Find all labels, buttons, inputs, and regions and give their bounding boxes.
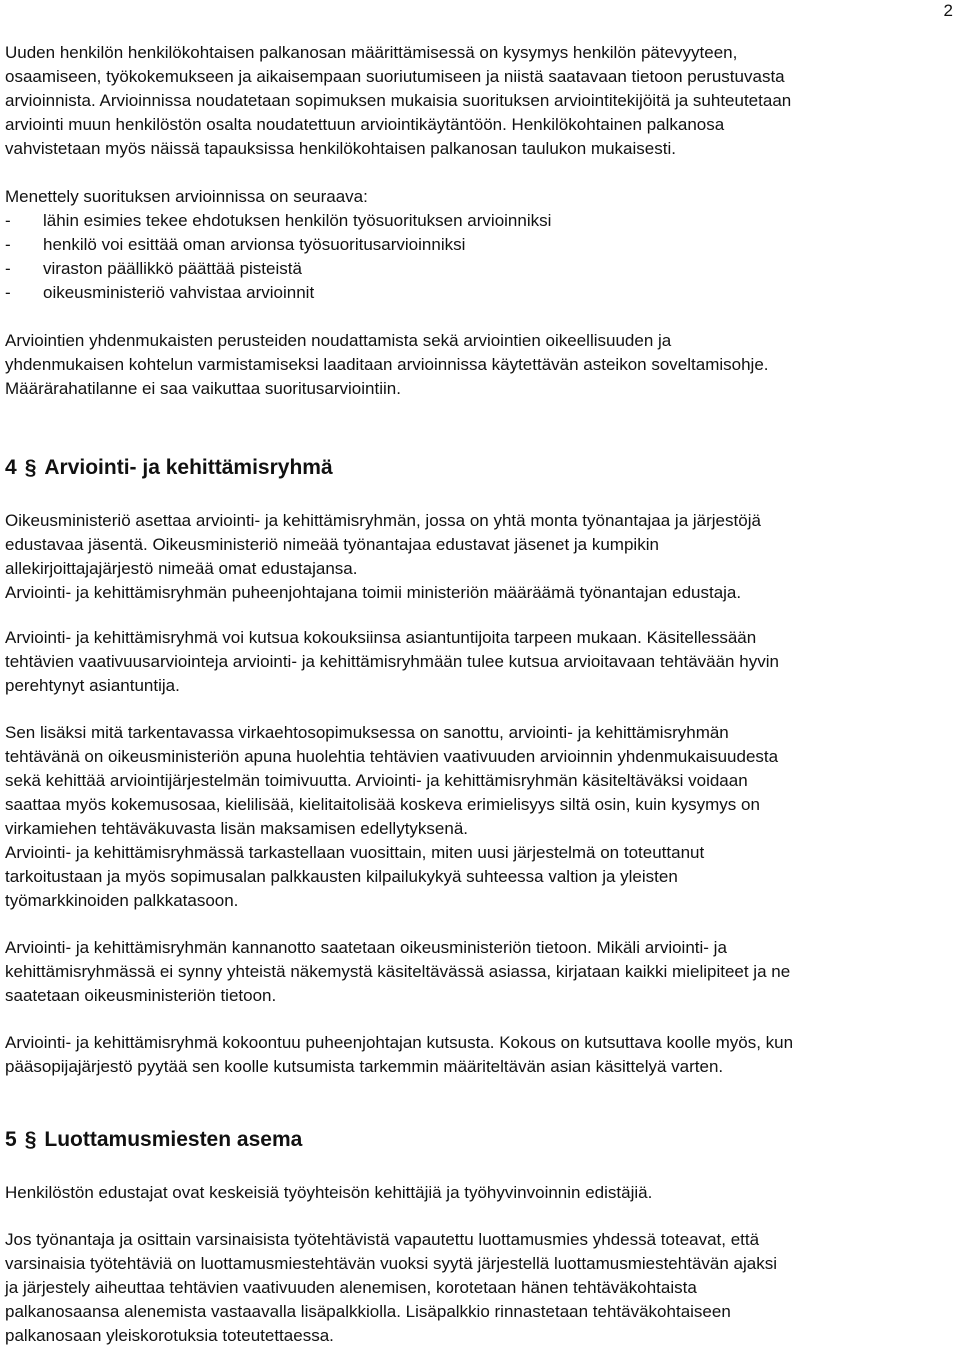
text-line: Arviointi- ja kehittämisryhmässä tarkastellaan vuosittain, miten uusi järjestelmä on toteuttanut — [5, 843, 705, 862]
list-item-text: henkilö voi esittää oman arvionsa työsuoritusarvioinniksi — [43, 235, 466, 254]
section-4-paragraph — [5, 936, 960, 1008]
list-bullet: - — [5, 283, 11, 302]
list-bullet: - — [5, 235, 11, 254]
section-symbol: § — [24, 456, 37, 479]
list-item — [5, 257, 960, 281]
text-line: palkanosaan yleiskorotuksia toteutettaessa. — [5, 1326, 334, 1345]
text-line: Uuden henkilön henkilökohtaisen palkanosan määrittämisessä on kysymys henkilön pätevyyteen, — [5, 43, 738, 62]
section-title: Luottamusmiesten asema — [44, 1128, 303, 1151]
list-item — [5, 209, 960, 233]
text-line: palkanosaansa alenemista vastaavalla lisäpalkkiolla. Lisäpalkkio rinnastetaan tehtäväkohtaiseen — [5, 1302, 731, 1321]
text-line: perehtynyt asiantuntija. — [5, 676, 180, 695]
page-number: 2 — [943, 1, 953, 20]
text-line: Sen lisäksi mitä tarkentavassa virkaehtosopimuksessa on sanottu, arviointi- ja kehittämisryhmän — [5, 723, 729, 742]
uniformity-paragraph — [5, 329, 960, 401]
text-line: yhdenmukaisen kohtelun varmistamiseksi laaditaan arvioinnissa käytettävän asteikon soveltamisohje. — [5, 355, 769, 374]
list-bullet: - — [5, 259, 11, 278]
text-line: kehittämisryhmässä ei synny yhteistä näkemystä käsiteltävässä asiassa, kirjataan kaikki mielipiteet ja ne — [5, 962, 791, 981]
section-4-paragraph — [5, 1031, 960, 1079]
procedure-block — [5, 185, 960, 305]
text-line: Arviointi- ja kehittämisryhmä voi kutsua kokouksiinsa asiantuntijoita tarpeen mukaan. Käsitellessään — [5, 628, 757, 647]
text-line: Arviointi- ja kehittämisryhmän kannanotto saatetaan oikeusministeriön tietoon. Mikäli arviointi- ja — [5, 938, 727, 957]
text-line: edustavaa jäsentä. Oikeusministeriö nimeää työnantajaa edustavat jäsenet ja kumpikin — [5, 535, 659, 554]
text-line: varsinaisia työtehtäviä on luottamusmiestehtävän vuoksi syytä järjestellä luottamusmiestehtävän ajaksi — [5, 1254, 777, 1273]
text-line: Arviointi- ja kehittämisryhmän puheenjohtajana toimii ministeriön määräämä työnantajan edustaja. — [5, 583, 742, 602]
section-number: 5 — [5, 1128, 17, 1151]
text-line: arviointi muun henkilöstön osalta noudatettuun arviointikäytäntöön. Henkilökohtainen palkanosa — [5, 115, 725, 134]
text-line: työmarkkinoiden palkkatasoon. — [5, 891, 239, 910]
section-title: Arviointi- ja kehittämisryhmä — [44, 456, 333, 479]
list-item-text: lähin esimies tekee ehdotuksen henkilön työsuorituksen arvioinniksi — [43, 211, 552, 230]
text-line: vahvistetaan myös näissä tapauksissa henkilökohtaisen palkanosan taulukon mukaisesti. — [5, 139, 676, 158]
list-bullet: - — [5, 211, 11, 230]
text-line: osaamiseen, työkokemukseen ja aikaisempaan suoriutumiseen ja niistä saatavaan tietoon perustuvasta — [5, 67, 785, 86]
list-item — [5, 233, 960, 257]
section-5-paragraph — [5, 1181, 960, 1205]
section-number: 4 — [5, 456, 17, 479]
intro-paragraph — [5, 41, 960, 161]
text-line: sekä kehittää arviointijärjestelmän toimivuutta. Arviointi- ja kehittämisryhmän käsiteltäväksi voidaan — [5, 771, 748, 790]
list-item — [5, 281, 960, 305]
section-symbol: § — [24, 1128, 37, 1151]
list-item-text: oikeusministeriö vahvistaa arvioinnit — [43, 283, 315, 302]
text-line: Oikeusministeriö asettaa arviointi- ja kehittämisryhmän, jossa on yhtä monta työnantajaa ja järjestöjä — [5, 511, 761, 530]
section-4-paragraph — [5, 626, 960, 698]
section-5-paragraph — [5, 1228, 960, 1348]
text-line: virkamiehen tehtäväkuvasta lisän maksamisen edellytyksenä. — [5, 819, 469, 838]
text-line: Henkilöstön edustajat ovat keskeisiä työyhteisön kehittäjiä ja työhyvinvoinnin edistäjiä. — [5, 1183, 653, 1202]
procedure-intro: Menettely suorituksen arvioinnissa on seuraava: — [5, 187, 368, 206]
list-item-text: viraston päällikkö päättää pisteistä — [43, 259, 302, 278]
text-line: ja järjestely aiheuttaa tehtävien vaativuuden alenemisen, korotetaan hänen tehtäväkohtaista — [5, 1278, 697, 1297]
text-line: tehtävien vaativuusarviointeja arviointi- ja kehittämisryhmään tulee kutsua arvioitavaan tehtävään hyvin — [5, 652, 779, 671]
text-line: Arviointi- ja kehittämisryhmä kokoontuu puheenjohtajan kutsusta. Kokous on kutsuttava koolle myös, kun — [5, 1033, 794, 1052]
text-line: arvioinnista. Arvioinnissa noudatetaan sopimuksen mukaisia suorituksen arviointitekijöitä ja suhteutetaan — [5, 91, 792, 110]
text-line: tarkoitustaan ja myös sopimusalan palkkausten kilpailukykyä suhteessa valtion ja yleisten — [5, 867, 678, 886]
section-4-paragraph — [5, 509, 960, 605]
text-line: Arviointien yhdenmukaisten perusteiden noudattamista sekä arviointien oikeellisuuden ja — [5, 331, 672, 350]
section-5-heading — [5, 1127, 302, 1153]
text-line: saatetaan oikeusministeriön tietoon. — [5, 986, 277, 1005]
section-4-paragraph — [5, 721, 960, 913]
text-line: Määrärahatilanne ei saa vaikuttaa suoritusarviointiin. — [5, 379, 401, 398]
text-line: allekirjoittajajärjestö nimeää omat edustajansa. — [5, 559, 358, 578]
section-4-heading — [5, 455, 333, 481]
text-line: tehtävänä on oikeusministeriön apuna huolehtia tehtävien vaativuuden arvioinnin yhdenmukaisuudesta — [5, 747, 779, 766]
text-line: Jos työnantaja ja osittain varsinaisista työtehtävistä vapautettu luottamusmies yhdessä toteavat, että — [5, 1230, 760, 1249]
text-line: pääsopijajärjestö pyytää sen koolle kutsumista tarkemmin määriteltävän asian käsittelyä varten. — [5, 1057, 724, 1076]
text-line: saattaa myös kokemusosaa, kielilisää, kielitaitolisää koskeva erimielisyys siltä osin, kuin kysymys on — [5, 795, 760, 814]
